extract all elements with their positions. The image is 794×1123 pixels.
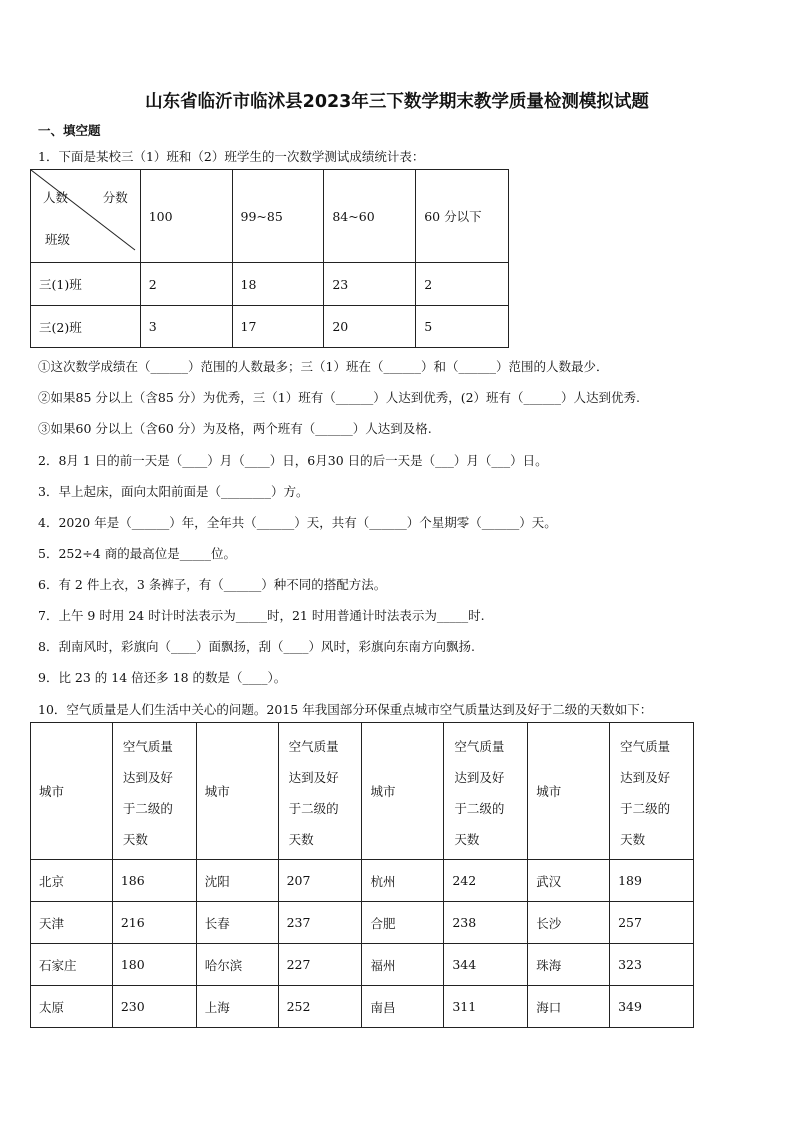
header-cell: 84~60	[324, 170, 416, 263]
table-row	[31, 306, 509, 348]
question-1-part-1: ①这次数学成绩在（______）范围的人数最多；三（1）班在（______）和（______）范围的人数最少．	[38, 359, 609, 374]
table-cell: 17	[232, 306, 324, 348]
score-table	[30, 169, 509, 348]
section-heading: 一、填空题	[38, 123, 101, 138]
days-cell: 238	[444, 902, 528, 944]
table-cell: 3	[140, 306, 232, 348]
city-cell: 海口	[528, 986, 610, 1028]
air-quality-table	[30, 722, 694, 1028]
days-cell: 186	[112, 860, 196, 902]
days-cell: 257	[610, 902, 694, 944]
header-cell: 60 分以下	[416, 170, 509, 263]
header-days: 空气质量 达到及好 于二级的 天数	[112, 723, 196, 860]
row-label: 三(2)班	[31, 306, 141, 348]
diagonal-line	[31, 170, 141, 263]
city-cell: 天津	[31, 902, 113, 944]
table-cell: 20	[324, 306, 416, 348]
days-cell: 344	[444, 944, 528, 986]
city-cell: 沈阳	[196, 860, 278, 902]
corner-label-score: 分数	[102, 190, 128, 205]
table-cell: 23	[324, 263, 416, 306]
days-cell: 230	[112, 986, 196, 1028]
question-1-part-3: ③如果60 分以上（含60 分）为及格，两个班有（______）人达到及格.	[38, 421, 432, 436]
header-city: 城市	[528, 723, 610, 860]
city-cell: 太原	[31, 986, 113, 1028]
header-cell: 99~85	[232, 170, 324, 263]
city-cell: 长春	[196, 902, 278, 944]
city-cell: 合肥	[362, 902, 444, 944]
corner-label-class: 班级	[45, 232, 71, 247]
days-cell: 252	[278, 986, 362, 1028]
question-10: 10．空气质量是人们生活中关心的问题。2015 年我国部分环保重点城市空气质量达到及好于二级的天数如下：	[38, 702, 653, 717]
days-cell: 207	[278, 860, 362, 902]
table-cell: 2	[416, 263, 509, 306]
days-cell: 180	[112, 944, 196, 986]
days-cell: 227	[278, 944, 362, 986]
header-days: 空气质量 达到及好 于二级的 天数	[610, 723, 694, 860]
question-5: 5．252÷4 商的最高位是_____位。	[38, 546, 236, 561]
city-cell: 杭州	[362, 860, 444, 902]
days-cell: 216	[112, 902, 196, 944]
table-row	[31, 263, 509, 306]
city-cell: 长沙	[528, 902, 610, 944]
question-7: 7．上午 9 时用 24 时计时法表示为_____时，21 时用普通计时法表示为_____时.	[38, 608, 485, 623]
question-4: 4．2020 年是（______）年，全年共（______）天，共有（______）个星期零（______）天。	[38, 515, 557, 530]
corner-label-count: 人数	[43, 190, 69, 205]
question-1-part-2: ②如果85 分以上（含85 分）为优秀，三（1）班有（______）人达到优秀，(2）班有（______）人达到优秀.	[38, 390, 641, 405]
days-cell: 242	[444, 860, 528, 902]
question-2: 2．8月 1 日的前一天是（____）月（____）日，6月30 日的后一天是（___）月（___）日。	[38, 453, 548, 468]
question-8: 8．刮南风时，彩旗向（____）面飘扬，刮（____）风时，彩旗向东南方向飘扬.	[38, 639, 475, 654]
days-cell: 311	[444, 986, 528, 1028]
days-cell: 189	[610, 860, 694, 902]
city-cell: 石家庄	[31, 944, 113, 986]
question-6: 6．有 2 件上衣，3 条裤子，有（______）种不同的搭配方法。	[38, 577, 387, 592]
city-cell: 哈尔滨	[196, 944, 278, 986]
header-days: 空气质量 达到及好 于二级的 天数	[278, 723, 362, 860]
table-cell: 2	[140, 263, 232, 306]
table-cell: 5	[416, 306, 509, 348]
city-cell: 福州	[362, 944, 444, 986]
days-cell: 349	[610, 986, 694, 1028]
diagonal-header-cell	[31, 170, 141, 263]
question-1: 1．下面是某校三（1）班和（2）班学生的一次数学测试成绩统计表：	[38, 149, 425, 164]
row-label: 三(1)班	[31, 263, 141, 306]
header-city: 城市	[196, 723, 278, 860]
header-city: 城市	[362, 723, 444, 860]
header-cell: 100	[140, 170, 232, 263]
table-row	[31, 902, 694, 944]
header-days: 空气质量 达到及好 于二级的 天数	[444, 723, 528, 860]
question-3: 3．早上起床，面向太阳前面是（________）方。	[38, 484, 309, 499]
header-city: 城市	[31, 723, 113, 860]
city-cell: 南昌	[362, 986, 444, 1028]
city-cell: 武汉	[528, 860, 610, 902]
city-cell: 北京	[31, 860, 113, 902]
table-row	[31, 944, 694, 986]
table-row	[31, 986, 694, 1028]
city-cell: 珠海	[528, 944, 610, 986]
page-title: 山东省临沂市临沭县2023年三下数学期末教学质量检测模拟试题	[145, 92, 649, 112]
city-cell: 上海	[196, 986, 278, 1028]
days-cell: 323	[610, 944, 694, 986]
table-cell: 18	[232, 263, 324, 306]
days-cell: 237	[278, 902, 362, 944]
table-row	[31, 860, 694, 902]
question-9: 9．比 23 的 14 倍还多 18 的数是（____）。	[38, 670, 287, 685]
